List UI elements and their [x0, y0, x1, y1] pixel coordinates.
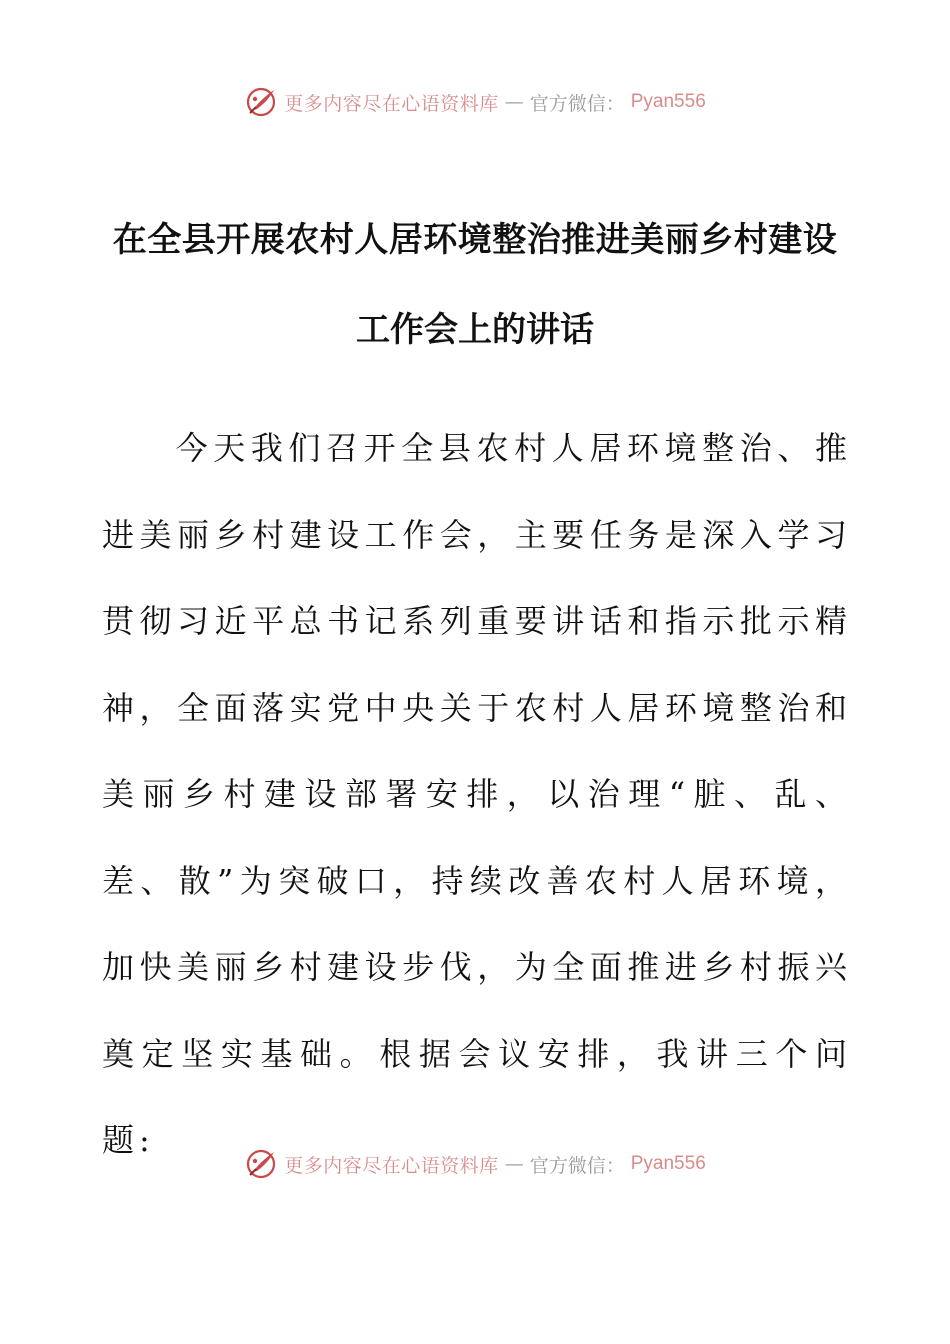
header-watermark — [0, 82, 950, 122]
watermark-separator: — — [504, 1153, 524, 1175]
watermark-separator: — — [504, 91, 524, 113]
watermark-wechat-id: Pyan556 — [630, 91, 706, 112]
watermark-label: 官方微信： — [529, 1154, 625, 1177]
body-paragraph: 今天我们召开全县农村人居环境整治、推进美丽乡村建设工作会，主要任务是深入学习贯彻习近平总书记系列重要讲话和指示批示精神，全面落实党中央关于农村人居环境整治和美丽乡村建设部署安排，以治理“脏、乱、差、散”为突破口，持续改善农村人居环境，加快美丽乡村建设步伐，为全面推进乡村振兴奠定坚实基础。根据会议安排，我讲三个问题: — [102, 429, 852, 1159]
watermark-text: 更多内容尽在心语资料库 — [284, 92, 499, 115]
quill-pen-logo-icon — [244, 85, 278, 119]
watermark-text: 更多内容尽在心语资料库 — [284, 1154, 499, 1177]
document-title-line1: 在全县开展农村人居环境整治推进美丽乡村建设 — [112, 220, 838, 260]
watermark-wechat-id: Pyan556 — [630, 1153, 706, 1174]
watermark-label: 官方微信： — [529, 92, 625, 115]
document-title-line2: 工作会上的讲话 — [356, 310, 594, 350]
footer-watermark — [0, 1144, 950, 1184]
quill-pen-logo-icon — [244, 1147, 278, 1181]
